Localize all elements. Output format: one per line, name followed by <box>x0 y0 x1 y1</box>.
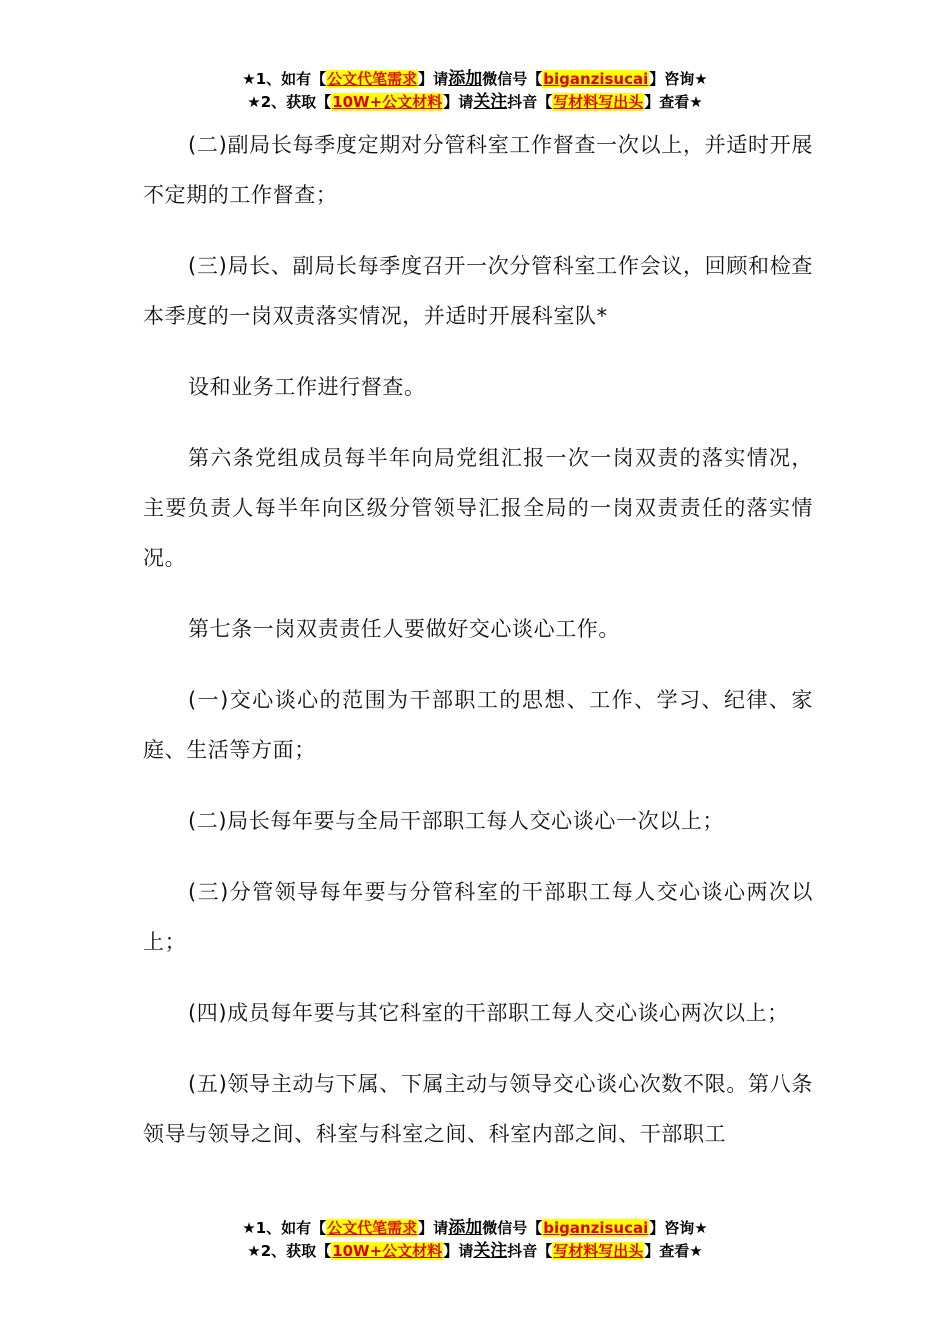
banner-emphasis: 关注 <box>473 92 508 112</box>
banner-text: 】请 <box>443 1242 474 1260</box>
banner-text: ★2、获取【 <box>247 1242 332 1260</box>
highlight-materials: 10W+公文材料 <box>332 93 443 111</box>
highlight-douyin-account: 写材料写出头 <box>553 93 644 111</box>
banner-text: 】请 <box>418 70 449 88</box>
paragraph: 设和业务工作进行督查。 <box>188 375 426 399</box>
banner-text: 】咨询★ <box>649 1219 708 1237</box>
highlight-douyin-account: 写材料写出头 <box>553 1242 644 1260</box>
banner-emphasis: 关注 <box>473 1241 508 1261</box>
banner-line-1 <box>0 68 950 91</box>
paragraph: (三)分管领导每年要与分管科室的干部职工每人交心谈心两次以上； <box>143 880 813 954</box>
banner-emphasis: 添加 <box>448 69 483 89</box>
banner-text: 微信号【 <box>482 1219 543 1237</box>
banner-text: ★2、获取【 <box>247 93 332 111</box>
banner-text: 】请 <box>443 93 474 111</box>
banner-line-2 <box>0 1240 950 1263</box>
banner-text: 】查看★ <box>644 93 703 111</box>
highlight-wechat-id: biganzisucai <box>543 70 649 88</box>
banner-text: 抖音【 <box>507 1242 553 1260</box>
banner-text: 】查看★ <box>644 1242 703 1260</box>
paragraph: (二)局长每年要与全局干部职工每人交心谈心一次以上； <box>188 809 724 833</box>
paragraph: (二)副局长每季度定期对分管科室工作督查一次以上，并适时开展不定期的工作督查； <box>143 133 813 207</box>
header-banner <box>0 68 950 114</box>
banner-text: 微信号【 <box>482 70 543 88</box>
banner-text: 抖音【 <box>507 93 553 111</box>
highlight-service: 公文代笔需求 <box>327 70 418 88</box>
footer-banner <box>0 1217 950 1263</box>
banner-emphasis: 添加 <box>448 1218 483 1238</box>
banner-text: 】请 <box>418 1219 449 1237</box>
paragraph: (三)局长、副局长每季度召开一次分管科室工作会议，回顾和检查本季度的一岗双责落实情况，并适时开展科室队* <box>143 254 813 328</box>
paragraph: 第七条一岗双责责任人要做好交心谈心工作。 <box>188 617 620 641</box>
paragraph: 第六条党组成员每半年向局党组汇报一次一岗双责的落实情况，主要负责人每半年向区级分管领导汇报全局的一岗双责责任的落实情况。 <box>143 446 813 570</box>
banner-text: ★1、如有【 <box>242 70 327 88</box>
highlight-service: 公文代笔需求 <box>327 1219 418 1237</box>
banner-text: 】咨询★ <box>649 70 708 88</box>
highlight-wechat-id: biganzisucai <box>543 1219 649 1237</box>
paragraph: (五)领导主动与下属、下属主动与领导交心谈心次数不限。第八条领导与领导之间、科室与科室之间、科室内部之间、干部职工 <box>143 1072 813 1146</box>
document-body <box>143 120 813 1180</box>
paragraph: (一)交心谈心的范围为干部职工的思想、工作、学习、纪律、家庭、生活等方面； <box>143 688 813 762</box>
banner-line-1 <box>0 1217 950 1240</box>
highlight-materials: 10W+公文材料 <box>332 1242 443 1260</box>
banner-text: ★1、如有【 <box>242 1219 327 1237</box>
banner-line-2 <box>0 91 950 114</box>
paragraph: (四)成员每年要与其它科室的干部职工每人交心谈心两次以上； <box>188 1001 789 1025</box>
